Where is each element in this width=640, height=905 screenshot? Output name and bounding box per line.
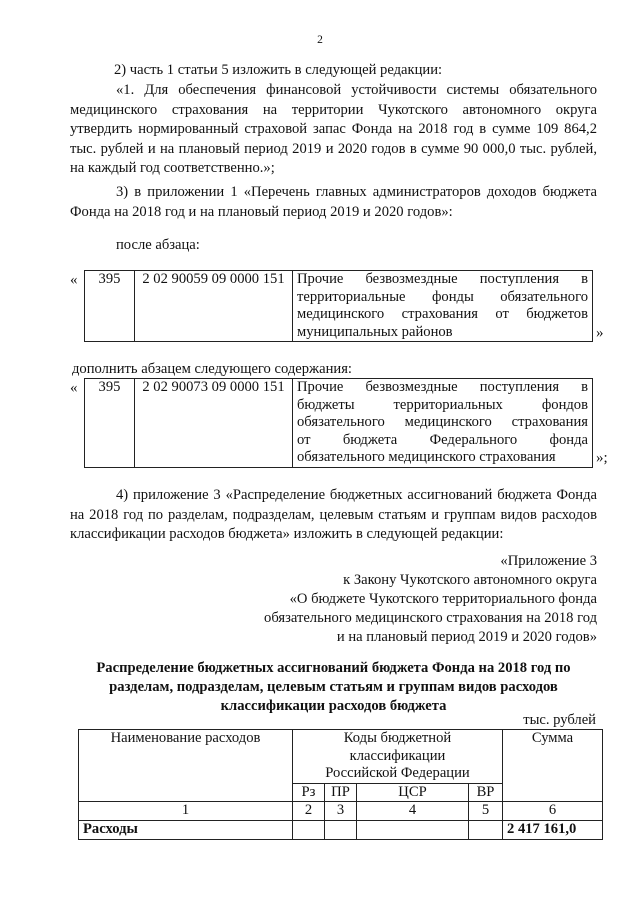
header-rz: Рз [293, 783, 325, 802]
header-codes-line: Коды бюджетной [343, 730, 452, 746]
desc-line: Прочие безвозмездные поступления в [297, 379, 588, 395]
admin-code: 395 [85, 379, 135, 468]
header-pr: ПР [325, 783, 357, 802]
row-csr [357, 820, 469, 839]
appendix-header [200, 552, 597, 647]
desc-line: обязательного медицинского страхования [297, 414, 588, 431]
row-vr [469, 820, 503, 839]
table-title [70, 659, 597, 716]
col-number: 3 [325, 802, 357, 821]
title-line: классификации расходов бюджета [220, 698, 447, 714]
header-sum: Сумма [503, 730, 603, 802]
appendix-line: обязательного медицинского страхования на 2018 год [264, 610, 597, 626]
row-name: Расходы [79, 820, 293, 839]
row-pr [325, 820, 357, 839]
page-number: 2 [317, 34, 323, 46]
row-sum: 2 417 161,0 [503, 820, 603, 839]
quote-open-1: « [70, 272, 78, 288]
revenue-code: 2 02 90073 09 0000 151 [135, 379, 293, 468]
quote-close-2: »; [596, 450, 608, 466]
header-codes-line: классификации [349, 747, 446, 764]
col-number: 2 [293, 802, 325, 821]
appendix-line: «Приложение 3 [500, 553, 597, 569]
row-rz [293, 820, 325, 839]
add-paragraph-label: дополнить абзацем следующего содержания: [72, 361, 352, 377]
admin-code: 395 [85, 271, 135, 342]
after-paragraph-label: после абзаца: [116, 237, 200, 253]
desc-line: территориальные фонды обязательного [297, 288, 588, 305]
col-number: 4 [357, 802, 469, 821]
revenue-description [293, 379, 593, 468]
quote-open-2: « [70, 380, 78, 396]
table-row [79, 820, 603, 839]
desc-line: бюджеты территориальных фондов [297, 396, 588, 413]
item4-text: 4) приложение 3 «Распределение бюджетных ассигнований бюджета Фонда на 2018 год по разделам, подразделам, целевым статьям и группам видов расходов классификации расходов бюджета» изложить в следующей редакции: [70, 487, 597, 543]
units-label: тыс. рублей [523, 712, 596, 728]
title-line: разделам, подразделам, целевым статьям и группам видов расходов [109, 679, 558, 695]
header-name: Наименование расходов [79, 730, 293, 802]
revenue-row-added [84, 378, 593, 468]
appendix-line: «О бюджете Чукотского территориального фонда [289, 591, 597, 607]
desc-line: медицинского страхования от бюджетов [297, 306, 588, 323]
desc-line: Прочие безвозмездные поступления в [297, 271, 588, 287]
header-codes [293, 730, 503, 784]
desc-line: обязательного медицинского страхования [297, 449, 556, 466]
appendix-line: к Закону Чукотского автономного округа [343, 572, 597, 588]
desc-line: муниципальных районов [297, 323, 453, 340]
quote-close-1: » [596, 325, 604, 341]
revenue-code: 2 02 90059 09 0000 151 [135, 271, 293, 342]
header-vr: ВР [469, 783, 503, 802]
item3-text: 3) в приложении 1 «Перечень главных администраторов доходов бюджета Фонда на 2018 год и на плановый период 2019 и 2020 годов»: [70, 184, 597, 220]
appendix-line: и на плановый период 2019 и 2020 годов» [336, 629, 597, 645]
col-number: 5 [469, 802, 503, 821]
revenue-description [293, 271, 593, 342]
item2-intro: 2) часть 1 статьи 5 изложить в следующей редакции: [114, 62, 443, 78]
revenue-row-existing [84, 270, 593, 342]
col-number: 6 [503, 802, 603, 821]
title-line: Распределение бюджетных ассигнований бюджета Фонда на 2018 год по [96, 660, 571, 676]
col-number: 1 [79, 802, 293, 821]
header-codes-line: Российской Федерации [325, 765, 470, 782]
item2-text: «1. Для обеспечения финансовой устойчивости системы обязательного медицинского страхования на территории Чукотского автономного округа утвердить нормированный страховой запас Фонда на 2018 год в сумме 109 864,2 тыс. рублей и на плановый период 2019 и 2020 годов в сумме 90 000,0 тыс. рублей, на каждый год соответственно.»; [70, 82, 597, 177]
desc-line: от бюджета Федерального фонда [297, 431, 588, 448]
distribution-table [78, 729, 603, 840]
header-csr: ЦСР [357, 783, 469, 802]
